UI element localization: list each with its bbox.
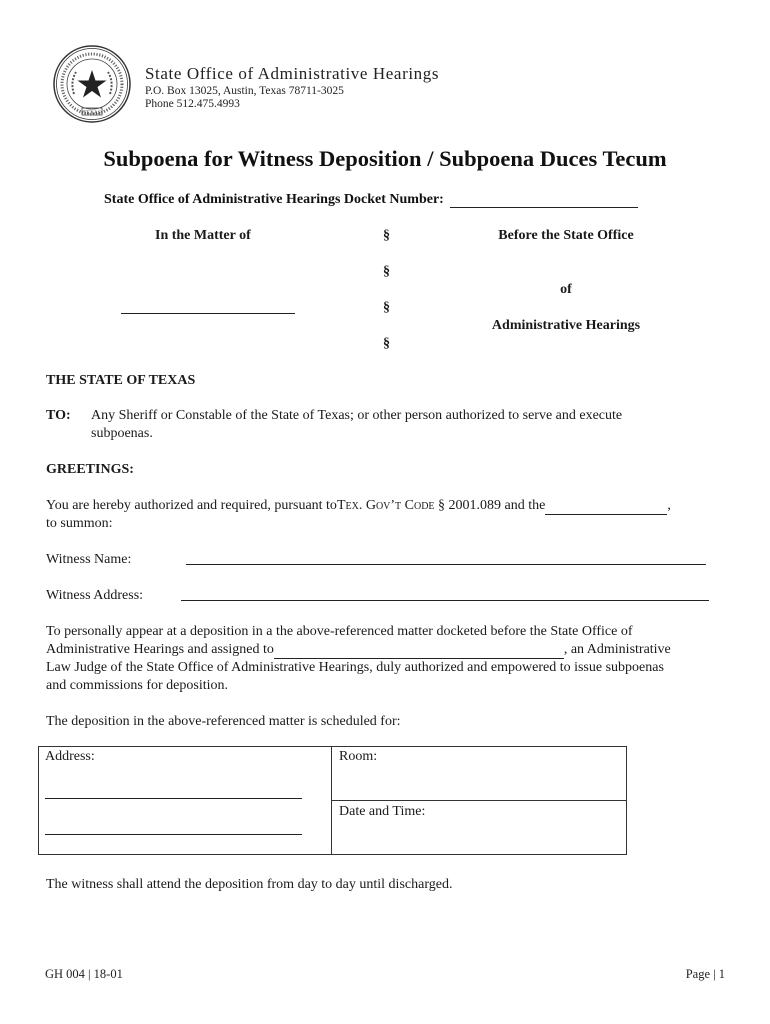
caption-administrative-hearings: Administrative Hearings (491, 318, 641, 333)
org-address: P.O. Box 13025, Austin, Texas 78711-3025 (145, 85, 344, 97)
docket-number-row (104, 192, 638, 208)
section-symbol: § (383, 300, 390, 315)
section-symbol: § (383, 336, 390, 351)
deposition-address-line1-field[interactable] (45, 784, 302, 799)
date-time-label: Date and Time: (339, 804, 426, 819)
svg-text:TEXAS: TEXAS (83, 110, 101, 116)
witness-name-label: Witness Name: (46, 552, 132, 567)
docket-number-label: State Office of Administrative Hearings Docket Number: (104, 192, 444, 207)
caption-of: of (560, 282, 572, 297)
scheduled-for-text: The deposition in the above-referenced matter is scheduled for: (46, 714, 401, 729)
state-of-texas-heading: THE STATE OF TEXAS (46, 373, 196, 388)
to-summon-text: to summon: (46, 516, 113, 531)
section-symbol: § (383, 228, 390, 243)
administrative-text: , an Administrative (563, 642, 671, 657)
statute-section: § 2001.089 and the (434, 498, 546, 513)
room-label: Room: (339, 749, 378, 764)
matter-name-field[interactable] (121, 313, 295, 314)
to-label: TO: (46, 408, 71, 423)
texas-seal-icon (52, 44, 132, 124)
table-divider (331, 800, 627, 801)
in-the-matter-of-heading: In the Matter of (155, 228, 251, 243)
to-recipients-text: Any Sheriff or Constable of the State of Texas; or other person authorized to serve and execute (91, 408, 623, 423)
appear-paragraph-line1: To personally appear at a deposition in a the above-referenced matter docketed before the State Office of (46, 624, 633, 639)
org-phone: Phone 512.475.4993 (145, 98, 240, 110)
appear-paragraph-line3: Law Judge of the State Office of Administrative Hearings, duly authorized and empowered to issue subpoenas (46, 660, 664, 675)
authorization-comma: , (667, 498, 671, 513)
witness-name-field[interactable] (186, 550, 706, 565)
to-recipients-text-cont: subpoenas. (91, 426, 153, 441)
room-field[interactable] (339, 768, 619, 796)
witness-address-field[interactable] (181, 586, 709, 601)
section-symbol: § (383, 264, 390, 279)
statute-citation-tex: Tex. (336, 498, 363, 513)
page-number: Page | 1 (685, 967, 725, 981)
address-label: Address: (45, 749, 95, 764)
appear-paragraph-line4: and commissions for deposition. (46, 678, 228, 693)
authority-field[interactable] (545, 500, 667, 515)
document-title: Subpoena for Witness Deposition / Subpoena Duces Tecum (103, 146, 667, 171)
date-time-field[interactable] (339, 822, 619, 850)
greetings-heading: GREETINGS: (46, 462, 134, 477)
deposition-address-line2-field[interactable] (45, 820, 302, 835)
statute-citation-code: Gov’t Code (362, 498, 435, 513)
form-id: GH 004 | 18-01 (45, 967, 123, 981)
org-name: State Office of Administrative Hearings (145, 64, 440, 83)
assigned-to-text: Administrative Hearings and assigned to (46, 642, 274, 657)
authorization-paragraph (46, 497, 671, 515)
caption-before-state-office: Before the State Office (498, 228, 634, 243)
appear-paragraph-line2 (46, 641, 671, 659)
alj-name-field[interactable] (274, 644, 564, 659)
attend-text: The witness shall attend the deposition from day to day until discharged. (46, 877, 453, 892)
authorization-text: You are hereby authorized and required, pursuant to (46, 498, 337, 513)
witness-address-label: Witness Address: (46, 588, 144, 603)
docket-number-field[interactable] (450, 195, 638, 208)
